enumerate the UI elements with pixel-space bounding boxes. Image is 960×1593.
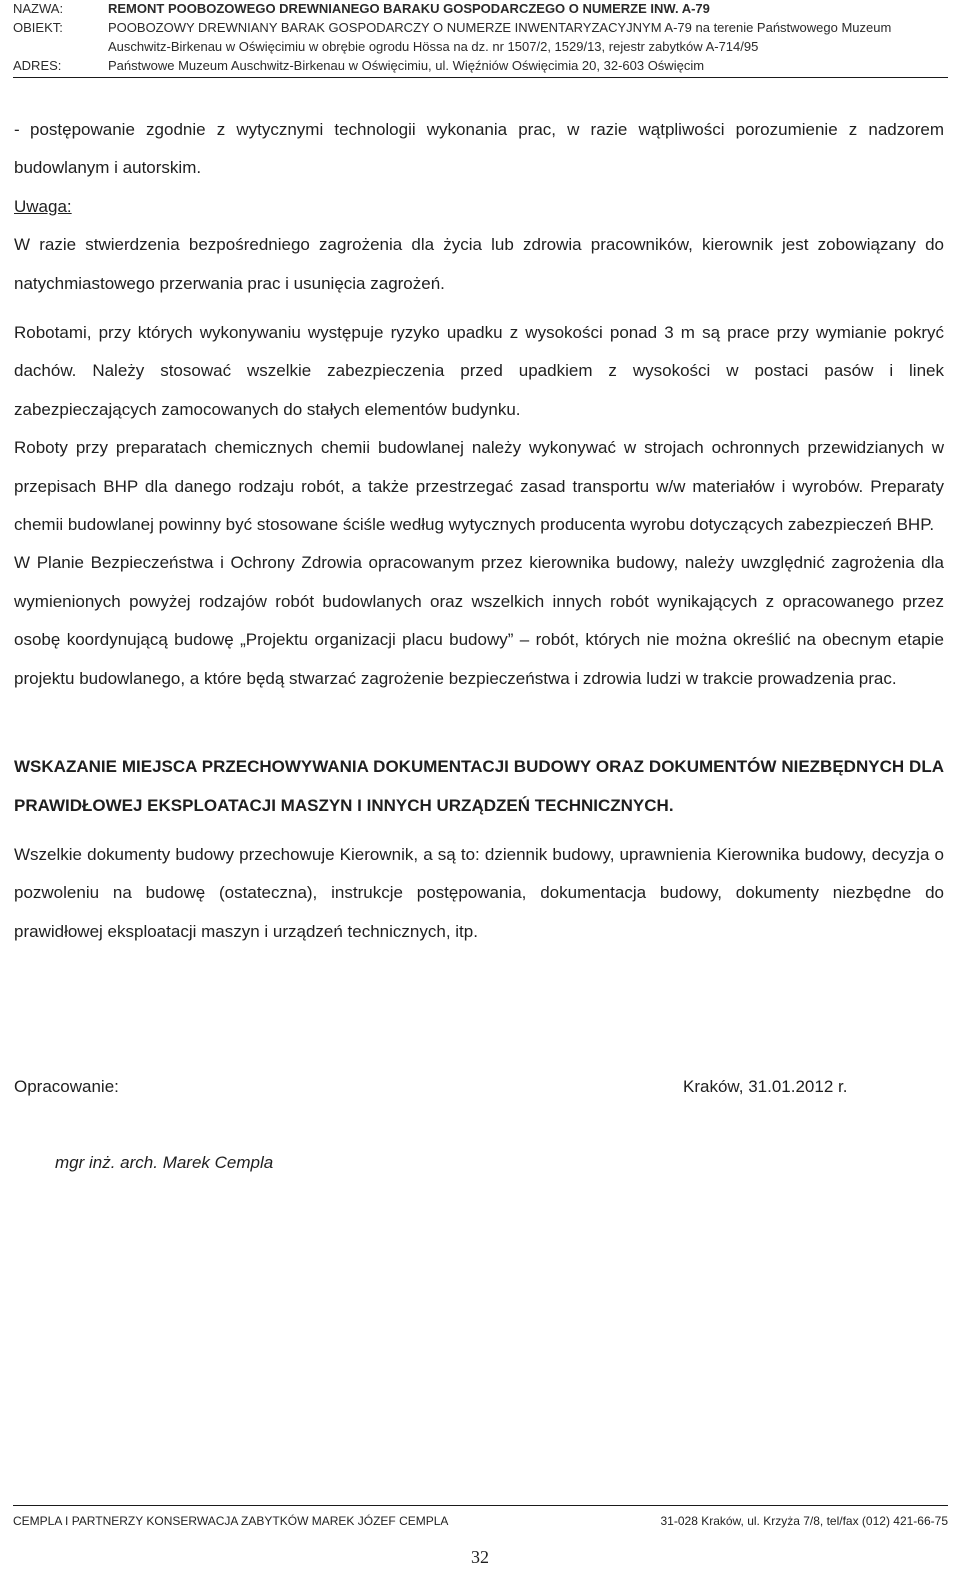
prepared-by-label: Opracowanie: xyxy=(14,1077,119,1096)
heights-paragraph: Robotami, przy których wykonywaniu występuje ryzyko upadku z wysokości ponad 3 m są prace przy wymianie pokryć dachów. Należy stosować wszelkie zabezpieczenia przed upadkiem z wysokości w postaci pasów i linek zabezpieczających zamocowanych do stałych elementów budynku. xyxy=(14,323,944,419)
paragraph-gap xyxy=(14,303,944,314)
object-value-line2: Auschwitz-Birkenau w Oświęcimiu w obrębie ogrodu Hössa na dz. nr 1507/2, 1529/13, rejestr zabytków A-714/95 xyxy=(108,39,759,54)
chemicals-paragraph: Roboty przy preparatach chemicznych chemii budowlanej należy wykonywać w strojach ochronnych przewidzianych w przepisach BHP dla danego rodzaju robót, a także przestrzegać zasad transportu w/w materiałów i wyrobów. Preparaty chemii budowlanej powinny być stosowane ściśle według wytycznych producenta wyrobu dotyczących zabezpieczeń BHP. xyxy=(14,438,944,535)
place-and-date: Kraków, 31.01.2012 r. xyxy=(683,1077,848,1096)
footer-company: CEMPLA I PARTNERZY KONSERWACJA ZABYTKÓW MAREK JÓZEF CEMPLA xyxy=(13,1514,449,1528)
note-paragraph: W razie stwierdzenia bezpośredniego zagrożenia dla życia lub zdrowia pracowników, kierownik jest zobowiązany do natychmiastowego przerwania prac i usunięcia zagrożeń. xyxy=(14,235,944,293)
address-label: ADRES: xyxy=(13,58,62,73)
section-heading: WSKAZANIE MIEJSCA PRZECHOWYWANIA DOKUMENTACJI BUDOWY ORAZ DOKUMENTÓW NIEZBĘDNYCH DLA PRAWIDŁOWEJ EKSPLOATACJI MASZYN I INNYCH URZĄDZEŃ TECHNICZNYCH. xyxy=(14,757,944,815)
name-value: REMONT POOBOZOWEGO DREWNIANEGO BARAKU GOSPODARCZEGO O NUMERZE INW. A-79 xyxy=(108,1,710,16)
address-value: Państwowe Muzeum Auschwitz-Birkenau w Oświęcimiu, ul. Więźniów Oświęcimia 20, 32-603 Oświęcim xyxy=(108,58,705,73)
bullet-text: postępowanie zgodnie z wytycznymi technologii wykonania prac, w razie wątpliwości porozumienie z nadzorem budowlanym i autorskim. xyxy=(14,120,944,178)
object-label: OBIEKT: xyxy=(13,20,63,35)
name-label: NAZWA: xyxy=(13,1,64,16)
bullet-dash: - xyxy=(14,120,20,139)
safety-plan-paragraph: W Planie Bezpieczeństwa i Ochrony Zdrowia opracowanym przez kierownika budowy, należy uwzględnić zagrożenia dla wymienionych powyżej rodzajów robót budowlanych oraz wszelkich innych robót wynikających z opracowanego przez osobę koordynującą budowę „Projektu organizacji placu budowy” – robót, których nie można określić na obecnym etapie projektu budowlanego, a które będą stwarzać zagrożenie bezpieczeństwa i zdrowia ludzi w trakcie prowadzenia prac. xyxy=(14,553,944,688)
document-footer xyxy=(13,1505,948,1528)
object-value-line1: POOBOZOWY DREWNIANY BARAK GOSPODARCZY O NUMERZE INWENTARYZACYJNYM A-79 na terenie Państwowego Muzeum xyxy=(108,20,892,35)
page-number: 32 xyxy=(471,1547,489,1567)
bullet-item xyxy=(14,111,944,188)
author-name: mgr inż. arch. Marek Cempla xyxy=(55,1153,274,1172)
note-label xyxy=(14,188,944,226)
section-gap xyxy=(14,698,944,748)
paragraph-gap xyxy=(14,825,944,836)
footer-address: 31-028 Kraków, ul. Krzyża 7/8, tel/fax (012) 421-66-75 xyxy=(660,1514,948,1528)
note-label-text: Uwaga: xyxy=(14,196,72,216)
documents-paragraph: Wszelkie dokumenty budowy przechowuje Kierownik, a są to: dziennik budowy, uprawnienia Kierownika budowy, decyzja o pozwoleniu na budowę (ostateczna), instrukcje postępowania, dokumentacja budowy, dokumenty niezbędne do prawidłowej eksploatacji maszyn i urządzeń technicznych, itp. xyxy=(14,844,944,941)
document-header xyxy=(13,0,948,78)
document-body xyxy=(14,111,944,951)
